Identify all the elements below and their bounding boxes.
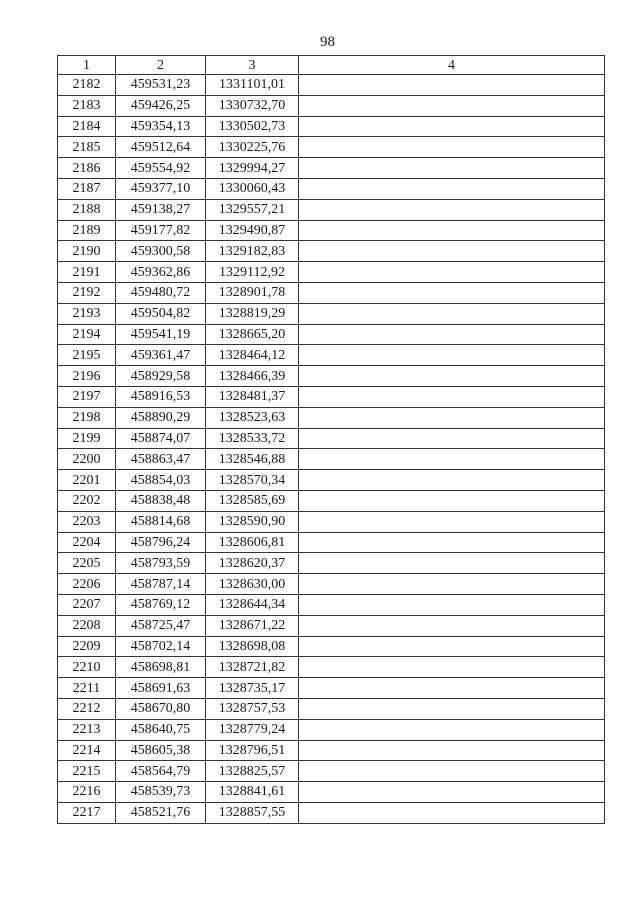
table-row: [58, 282, 605, 303]
x-coordinate-cell: 458874,07: [116, 428, 206, 449]
x-coordinate-cell: 459541,19: [116, 324, 206, 345]
table-row: [58, 137, 605, 158]
point-number-cell: 2213: [58, 719, 116, 740]
x-coordinate-cell: 459512,64: [116, 137, 206, 158]
point-number-cell: 2186: [58, 158, 116, 179]
note-cell: [299, 553, 605, 574]
note-cell: [299, 386, 605, 407]
y-coordinate-cell: 1330225,76: [206, 137, 299, 158]
table-row: [58, 802, 605, 823]
point-number-cell: 2214: [58, 740, 116, 761]
x-coordinate-cell: 458605,38: [116, 740, 206, 761]
x-coordinate-cell: 459377,10: [116, 178, 206, 199]
table-row: [58, 678, 605, 699]
note-cell: [299, 407, 605, 428]
x-coordinate-cell: 458698,81: [116, 657, 206, 678]
point-number-cell: 2211: [58, 678, 116, 699]
note-cell: [299, 657, 605, 678]
note-cell: [299, 220, 605, 241]
note-cell: [299, 761, 605, 782]
table-row: [58, 532, 605, 553]
note-cell: [299, 178, 605, 199]
y-coordinate-cell: 1329557,21: [206, 199, 299, 220]
point-number-cell: 2209: [58, 636, 116, 657]
table-row: [58, 428, 605, 449]
note-cell: [299, 532, 605, 553]
x-coordinate-cell: 459177,82: [116, 220, 206, 241]
point-number-cell: 2215: [58, 761, 116, 782]
note-cell: [299, 802, 605, 823]
point-number-cell: 2183: [58, 95, 116, 116]
x-coordinate-cell: 459426,25: [116, 95, 206, 116]
table-row: [58, 324, 605, 345]
point-number-cell: 2204: [58, 532, 116, 553]
table-row: [58, 740, 605, 761]
table-row: [58, 782, 605, 803]
y-coordinate-cell: 1330732,70: [206, 95, 299, 116]
x-coordinate-cell: 459362,86: [116, 262, 206, 283]
y-coordinate-cell: 1328464,12: [206, 345, 299, 366]
table-row: [58, 95, 605, 116]
note-cell: [299, 470, 605, 491]
point-number-cell: 2208: [58, 615, 116, 636]
point-number-cell: 2192: [58, 282, 116, 303]
note-cell: [299, 636, 605, 657]
note-cell: [299, 511, 605, 532]
y-coordinate-cell: 1328841,61: [206, 782, 299, 803]
note-cell: [299, 158, 605, 179]
x-coordinate-cell: 458854,03: [116, 470, 206, 491]
point-number-cell: 2199: [58, 428, 116, 449]
note-cell: [299, 324, 605, 345]
x-coordinate-cell: 459361,47: [116, 345, 206, 366]
y-coordinate-cell: 1328630,00: [206, 574, 299, 595]
x-coordinate-cell: 458769,12: [116, 594, 206, 615]
table-row: [58, 449, 605, 470]
x-coordinate-cell: 458890,29: [116, 407, 206, 428]
y-coordinate-cell: 1329182,83: [206, 241, 299, 262]
table-row: [58, 158, 605, 179]
coordinates-table: [57, 55, 605, 824]
point-number-cell: 2202: [58, 490, 116, 511]
y-coordinate-cell: 1328523,63: [206, 407, 299, 428]
x-coordinate-cell: 458814,68: [116, 511, 206, 532]
y-coordinate-cell: 1328779,24: [206, 719, 299, 740]
note-cell: [299, 678, 605, 699]
y-coordinate-cell: 1328721,82: [206, 657, 299, 678]
x-coordinate-cell: 458640,75: [116, 719, 206, 740]
point-number-cell: 2193: [58, 303, 116, 324]
x-coordinate-cell: 459300,58: [116, 241, 206, 262]
x-coordinate-cell: 459554,92: [116, 158, 206, 179]
point-number-cell: 2184: [58, 116, 116, 137]
point-number-cell: 2206: [58, 574, 116, 595]
point-number-cell: 2200: [58, 449, 116, 470]
table-row: [58, 366, 605, 387]
point-number-cell: 2189: [58, 220, 116, 241]
point-number-cell: 2203: [58, 511, 116, 532]
note-cell: [299, 490, 605, 511]
y-coordinate-cell: 1329112,92: [206, 262, 299, 283]
x-coordinate-cell: 458863,47: [116, 449, 206, 470]
table-row: [58, 574, 605, 595]
note-cell: [299, 698, 605, 719]
table-body: [58, 75, 605, 824]
y-coordinate-cell: 1328570,34: [206, 470, 299, 491]
point-number-cell: 2198: [58, 407, 116, 428]
point-number-cell: 2217: [58, 802, 116, 823]
y-coordinate-cell: 1328735,17: [206, 678, 299, 699]
y-coordinate-cell: 1328665,20: [206, 324, 299, 345]
point-number-cell: 2188: [58, 199, 116, 220]
table-header-row: [58, 56, 605, 75]
column-header-1: 1: [58, 56, 116, 75]
note-cell: [299, 719, 605, 740]
table-row: [58, 490, 605, 511]
x-coordinate-cell: 458838,48: [116, 490, 206, 511]
y-coordinate-cell: 1328757,53: [206, 698, 299, 719]
table-row: [58, 761, 605, 782]
table-row: [58, 407, 605, 428]
table-row: [58, 657, 605, 678]
point-number-cell: 2185: [58, 137, 116, 158]
table-row: [58, 594, 605, 615]
x-coordinate-cell: 459531,23: [116, 75, 206, 96]
point-number-cell: 2195: [58, 345, 116, 366]
note-cell: [299, 574, 605, 595]
table-row: [58, 199, 605, 220]
table-row: [58, 178, 605, 199]
y-coordinate-cell: 1328546,88: [206, 449, 299, 470]
table-row: [58, 386, 605, 407]
x-coordinate-cell: 458916,53: [116, 386, 206, 407]
note-cell: [299, 75, 605, 96]
table-row: [58, 262, 605, 283]
x-coordinate-cell: 458691,63: [116, 678, 206, 699]
note-cell: [299, 199, 605, 220]
note-cell: [299, 95, 605, 116]
table-row: [58, 116, 605, 137]
y-coordinate-cell: 1328819,29: [206, 303, 299, 324]
page-number: 98: [320, 34, 335, 50]
y-coordinate-cell: 1328796,51: [206, 740, 299, 761]
x-coordinate-cell: 458564,79: [116, 761, 206, 782]
note-cell: [299, 615, 605, 636]
y-coordinate-cell: 1329490,87: [206, 220, 299, 241]
y-coordinate-cell: 1328825,57: [206, 761, 299, 782]
table-row: [58, 698, 605, 719]
table-row: [58, 220, 605, 241]
y-coordinate-cell: 1328901,78: [206, 282, 299, 303]
y-coordinate-cell: 1328671,22: [206, 615, 299, 636]
point-number-cell: 2210: [58, 657, 116, 678]
table-row: [58, 241, 605, 262]
y-coordinate-cell: 1328606,81: [206, 532, 299, 553]
note-cell: [299, 782, 605, 803]
table-row: [58, 345, 605, 366]
note-cell: [299, 345, 605, 366]
y-coordinate-cell: 1330502,73: [206, 116, 299, 137]
x-coordinate-cell: 458521,76: [116, 802, 206, 823]
y-coordinate-cell: 1328533,72: [206, 428, 299, 449]
x-coordinate-cell: 458702,14: [116, 636, 206, 657]
point-number-cell: 2182: [58, 75, 116, 96]
y-coordinate-cell: 1328857,55: [206, 802, 299, 823]
note-cell: [299, 428, 605, 449]
y-coordinate-cell: 1331101,01: [206, 75, 299, 96]
y-coordinate-cell: 1328590,90: [206, 511, 299, 532]
y-coordinate-cell: 1328620,37: [206, 553, 299, 574]
note-cell: [299, 366, 605, 387]
table-row: [58, 636, 605, 657]
point-number-cell: 2201: [58, 470, 116, 491]
y-coordinate-cell: 1329994,27: [206, 158, 299, 179]
point-number-cell: 2205: [58, 553, 116, 574]
note-cell: [299, 282, 605, 303]
note-cell: [299, 740, 605, 761]
column-header-2: 2: [116, 56, 206, 75]
table-row: [58, 553, 605, 574]
note-cell: [299, 594, 605, 615]
x-coordinate-cell: 458539,73: [116, 782, 206, 803]
table-row: [58, 511, 605, 532]
note-cell: [299, 116, 605, 137]
x-coordinate-cell: 458725,47: [116, 615, 206, 636]
point-number-cell: 2197: [58, 386, 116, 407]
note-cell: [299, 449, 605, 470]
point-number-cell: 2190: [58, 241, 116, 262]
x-coordinate-cell: 458670,80: [116, 698, 206, 719]
y-coordinate-cell: 1328698,08: [206, 636, 299, 657]
table-row: [58, 303, 605, 324]
column-header-3: 3: [206, 56, 299, 75]
note-cell: [299, 241, 605, 262]
point-number-cell: 2207: [58, 594, 116, 615]
y-coordinate-cell: 1330060,43: [206, 178, 299, 199]
x-coordinate-cell: 459354,13: [116, 116, 206, 137]
x-coordinate-cell: 458929,58: [116, 366, 206, 387]
x-coordinate-cell: 458787,14: [116, 574, 206, 595]
x-coordinate-cell: 459504,82: [116, 303, 206, 324]
table-row: [58, 719, 605, 740]
note-cell: [299, 137, 605, 158]
point-number-cell: 2216: [58, 782, 116, 803]
y-coordinate-cell: 1328644,34: [206, 594, 299, 615]
note-cell: [299, 262, 605, 283]
x-coordinate-cell: 459138,27: [116, 199, 206, 220]
table-row: [58, 615, 605, 636]
y-coordinate-cell: 1328585,69: [206, 490, 299, 511]
x-coordinate-cell: 458796,24: [116, 532, 206, 553]
point-number-cell: 2212: [58, 698, 116, 719]
note-cell: [299, 303, 605, 324]
x-coordinate-cell: 458793,59: [116, 553, 206, 574]
point-number-cell: 2194: [58, 324, 116, 345]
table-row: [58, 75, 605, 96]
table-row: [58, 470, 605, 491]
y-coordinate-cell: 1328481,37: [206, 386, 299, 407]
x-coordinate-cell: 459480,72: [116, 282, 206, 303]
y-coordinate-cell: 1328466,39: [206, 366, 299, 387]
column-header-4: 4: [299, 56, 605, 75]
point-number-cell: 2191: [58, 262, 116, 283]
point-number-cell: 2196: [58, 366, 116, 387]
point-number-cell: 2187: [58, 178, 116, 199]
